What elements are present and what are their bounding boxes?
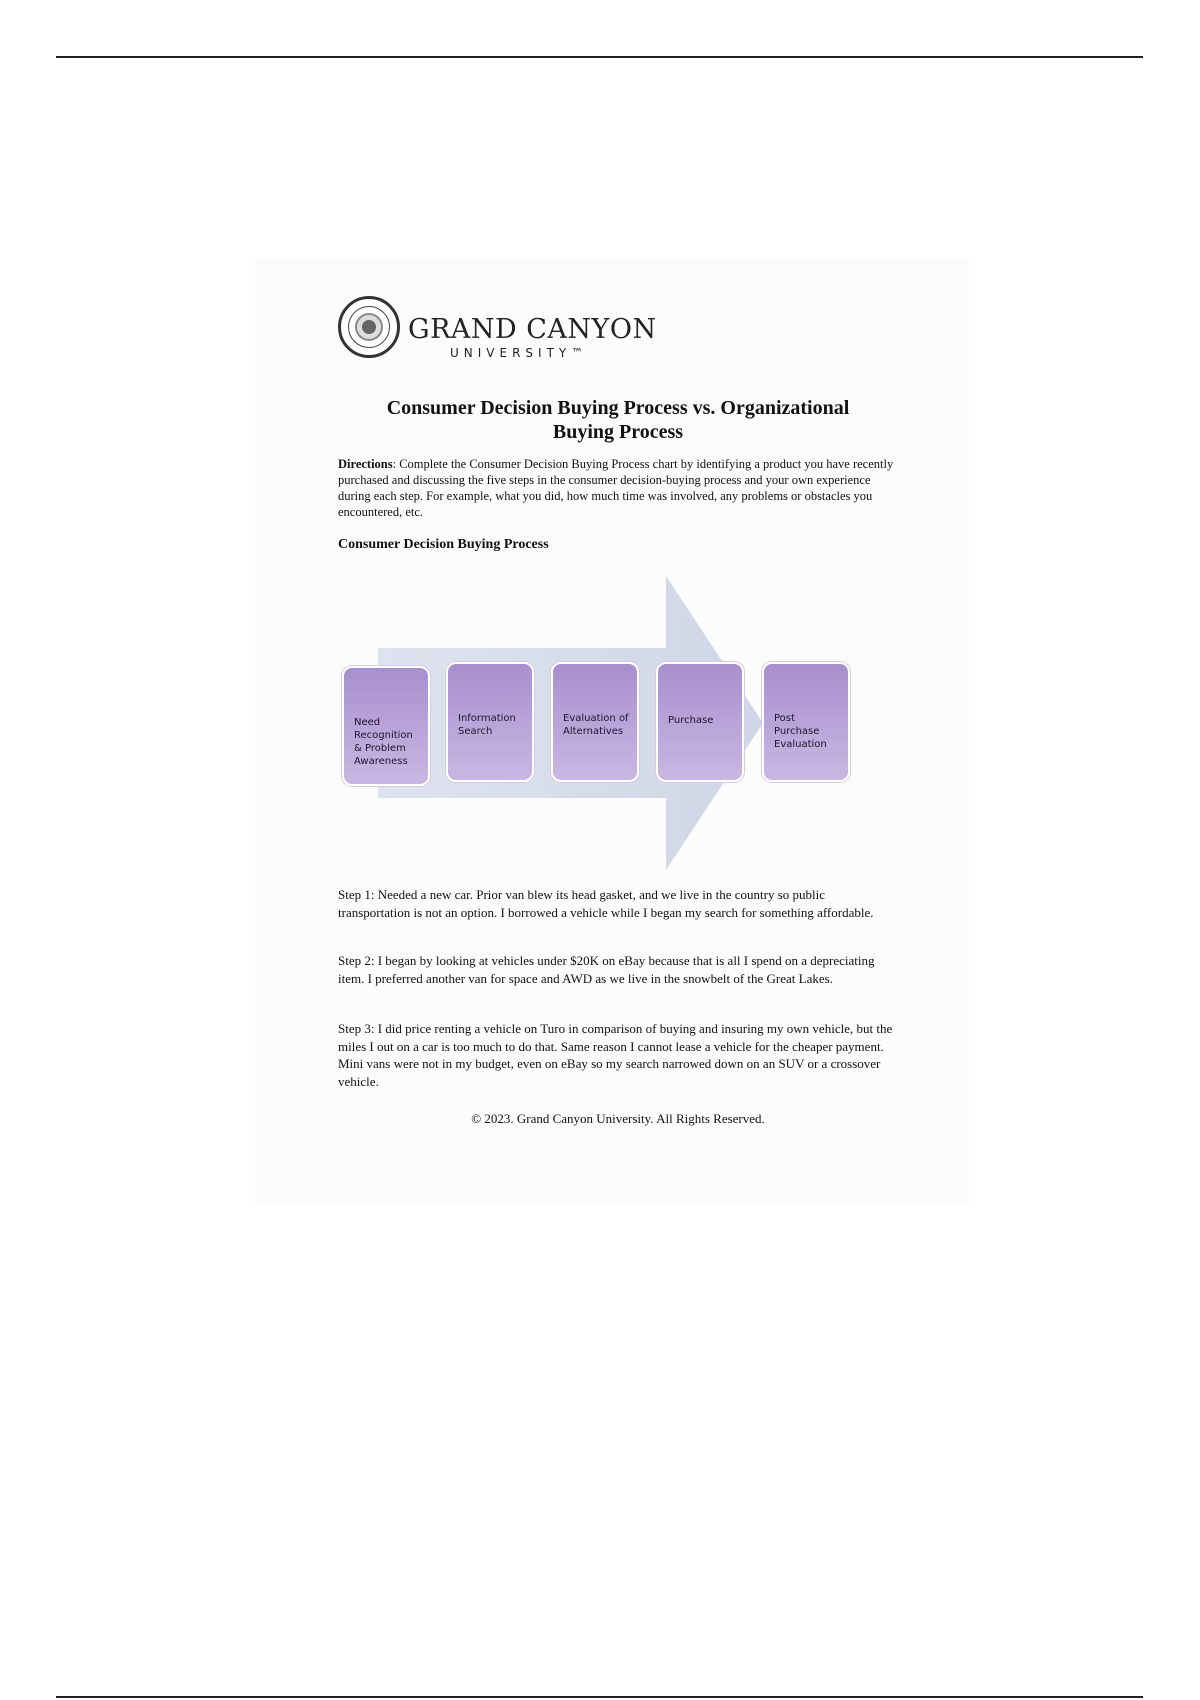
step-purchase	[656, 662, 744, 782]
step-label: Information Search	[458, 713, 516, 737]
step-label: Post Purchase Evaluation	[774, 713, 827, 750]
directions-label: Directions	[338, 457, 393, 471]
step-1-paragraph: Step 1: Needed a new car. Prior van blew its head gasket, and we live in the country so public transportation is not an option. I borrowed a vehicle while I began my search for something affordable.	[338, 887, 874, 920]
bottom-rule	[56, 1696, 1143, 1698]
section-heading: Consumer Decision Buying Process	[338, 537, 549, 552]
step-label: Need Recognition & Problem Awareness	[354, 717, 413, 767]
university-seal-icon	[338, 296, 400, 358]
university-logo	[338, 296, 657, 366]
document-page	[255, 258, 975, 1204]
title-line-2: Buying Process	[552, 421, 684, 443]
title-line-1: Consumer Decision Buying Process vs. Organizational	[386, 397, 850, 419]
step-need-recognition	[342, 666, 430, 786]
directions-paragraph	[338, 456, 898, 520]
logo-name: GRAND CANYON	[408, 314, 657, 345]
step-label: Evaluation of Alternatives	[563, 713, 629, 737]
step-label: Purchase	[668, 715, 714, 726]
top-rule	[56, 56, 1143, 58]
copyright-footer: © 2023. Grand Canyon University. All Rights Reserved.	[471, 1111, 765, 1126]
step-2-paragraph: Step 2: I began by looking at vehicles under $20K on eBay because that is all I spend on a depreciating item. I preferred another van for space and AWD as we live in the snowbelt of the Great Lakes.	[338, 953, 875, 986]
step-post-purchase-evaluation	[762, 662, 850, 782]
process-diagram	[338, 576, 898, 876]
step-3-paragraph: Step 3: I did price renting a vehicle on Turo in comparison of buying and insuring my own vehicle, but the miles I out on a car is too much to do that. Same reason I cannot lease a vehicle for the cheaper payment. Mini vans were not in my budget, even on eBay so my search narrowed down on an SUV or a crossover vehicle.	[338, 1021, 893, 1089]
step-evaluation-of-alternatives	[551, 662, 639, 782]
document-title	[338, 396, 898, 444]
directions-text: : Complete the Consumer Decision Buying Process chart by identifying a product you have recently purchased and discussing the five steps in the consumer decision-buying process and your own experience during each step. For example, what you did, how much time was involved, any problems or obstacles you encountered, etc.	[338, 457, 894, 519]
logo-subtitle: UNIVERSITY™	[450, 346, 589, 360]
step-information-search	[446, 662, 534, 782]
